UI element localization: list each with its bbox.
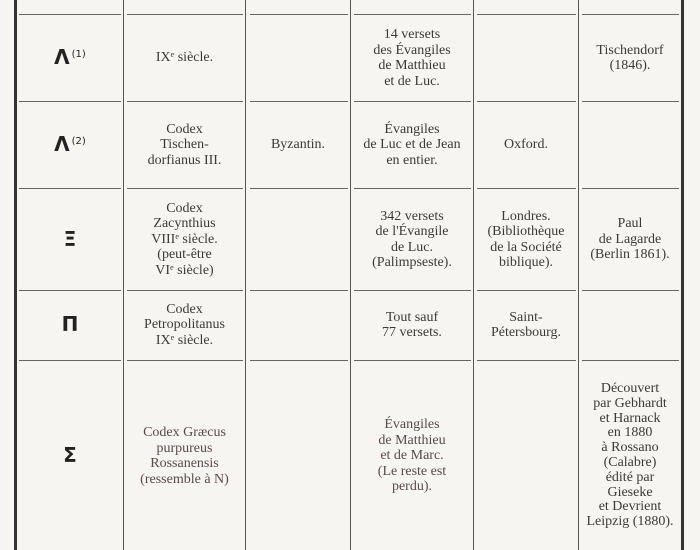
table-cell-letter: Λ $^{(1)}$ — [54, 45, 86, 70]
table-cell-editor: Paul de Lagarde (Berlin 1861). — [590, 216, 670, 263]
table-cell-date: IXᵉ siècle. — [155, 50, 214, 66]
table-cell-contents: 14 versets des Évangiles de Matthieu et de Luc. — [373, 27, 451, 89]
row-rule-segment — [250, 14, 348, 15]
table-cell-letter: Π — [61, 312, 79, 337]
row-rule-segment — [250, 290, 348, 291]
table-cell-origin: Byzantin. — [270, 137, 326, 153]
row-rule-segment — [127, 360, 243, 361]
table-cell-contents: 342 versets de l'Évangile de Luc. (Palimpseste). — [372, 208, 452, 270]
table-cell-contents: Évangiles de Matthieu et de Marc. (Le reste est perdu). — [377, 417, 447, 495]
table-right-border — [681, 0, 684, 550]
row-rule-segment — [19, 360, 121, 361]
row-rule-segment — [477, 14, 576, 15]
table-cell-date: Codex Græcus purpureus Rossanensis (ressemble à N) — [140, 425, 229, 487]
row-rule-segment — [582, 360, 679, 361]
table-cell-date: Codex Zacynthius VIIIᵉ siècle. (peut-être VIᵉ siècle) — [151, 200, 218, 278]
row-rule-segment — [354, 360, 471, 361]
row-rule-segment — [477, 360, 576, 361]
table-cell-editor: Découvert par Gebhardt et Harnack en 1880 à Rossano (Calabre) édité par Gieseke et Devrient Leipzig (1880). — [586, 381, 674, 530]
table-cell-editor: Tischendorf (1846). — [596, 42, 664, 73]
row-rule-segment — [582, 101, 679, 102]
table-cell-date: Codex Petropolitanus IXᵉ siècle. — [144, 301, 225, 348]
column-rule — [245, 0, 246, 550]
table-cell-location: Saint- Pétersbourg. — [490, 309, 562, 340]
table-cell-location: Oxford. — [504, 137, 548, 153]
table-cell-contents: Tout sauf 77 versets. — [382, 309, 442, 340]
table-cell-contents: Évangiles de Luc et de Jean en entier. — [363, 121, 461, 168]
table-cell-location: Londres. (Bibliothèque de la Société biblique). — [487, 208, 565, 270]
row-rule-segment — [250, 360, 348, 361]
row-rule-segment — [250, 188, 348, 189]
row-rule-segment — [582, 290, 679, 291]
table-cell-date: Codex Tischen- dorfianus III. — [147, 121, 222, 168]
table-cell-letter: Λ $^{(2)}$ — [54, 132, 86, 157]
table-cell-letter: Ξ — [63, 226, 77, 251]
table-cell-letter: Σ — [63, 443, 77, 468]
